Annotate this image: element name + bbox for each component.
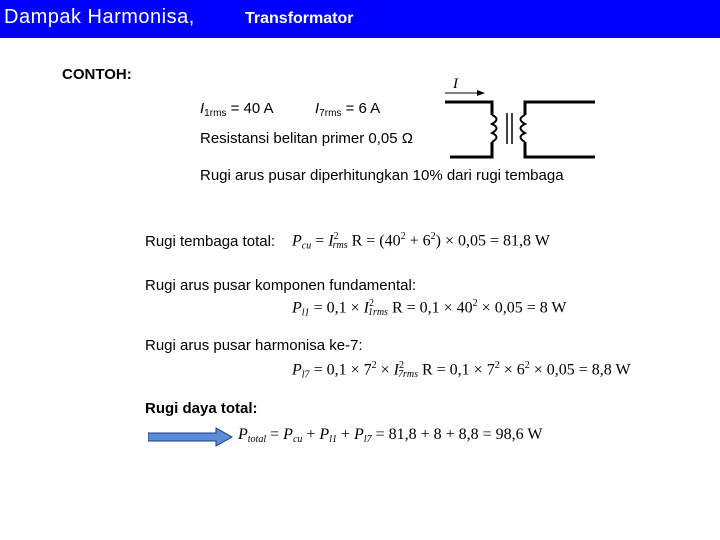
eq-subscript: cu bbox=[301, 240, 312, 252]
primary-lead-top bbox=[445, 102, 492, 115]
eq-subscript: l1 bbox=[301, 307, 310, 319]
eq-symbol: P bbox=[238, 426, 248, 443]
eq-symbol: P bbox=[283, 426, 293, 443]
eq-superscript: 2 bbox=[524, 360, 530, 371]
eq-text: = 81,8 + 8 + 8,8 = 98,6 W bbox=[371, 426, 543, 443]
eq-symbol: P bbox=[319, 426, 330, 443]
eddy-note-text: Rugi arus pusar diperhitungkan 10% dari rugi tembaga bbox=[200, 167, 564, 184]
total-loss-label: Rugi daya total: bbox=[145, 400, 258, 417]
eq-subscript: rms bbox=[332, 240, 348, 252]
eq-superscript: 2 bbox=[371, 360, 377, 371]
example-label: CONTOH: bbox=[62, 66, 132, 83]
slide-title: Dampak Harmonisa, bbox=[4, 6, 195, 28]
eq-text: = bbox=[266, 426, 284, 443]
fundamental-loss-label: Rugi arus pusar komponen fundamental: bbox=[145, 277, 416, 294]
eq-superscript: 2 bbox=[494, 360, 500, 371]
current-arrow-head bbox=[477, 90, 485, 96]
i7-value: = 6 A bbox=[341, 100, 381, 117]
eq-subscript: total bbox=[247, 434, 267, 445]
eq-symbol: I bbox=[363, 299, 369, 317]
eq-text: + 6 bbox=[405, 232, 431, 250]
harmonic-loss-label: Rugi arus pusar harmonisa ke-7: bbox=[145, 337, 363, 354]
i1-subscript: 1rms bbox=[204, 108, 227, 119]
i1-value: = 40 A bbox=[226, 100, 274, 117]
total-loss-equation bbox=[238, 426, 542, 445]
eq-subscript: cu bbox=[292, 434, 303, 445]
eq-text: ) × 0,05 = 81,8 W bbox=[435, 232, 550, 250]
eq-text: R = (40 bbox=[347, 232, 401, 250]
copper-loss-equation bbox=[292, 231, 550, 251]
eq-subscript: l1 bbox=[329, 434, 337, 445]
given-i7 bbox=[315, 100, 380, 119]
eq-text: R = 0,1 × 40 bbox=[387, 299, 473, 317]
eq-text: × 6 bbox=[499, 361, 525, 379]
eq-text: × bbox=[376, 361, 394, 379]
i1-symbol: I bbox=[200, 100, 205, 117]
slide-subtitle: Transformator bbox=[245, 10, 354, 27]
harmonic-loss-equation bbox=[292, 360, 631, 380]
eq-superscript: 2 bbox=[472, 298, 478, 309]
eq-symbol: P bbox=[292, 232, 302, 250]
eq-superscript: 2 bbox=[368, 298, 374, 309]
i7-subscript: 7rms bbox=[319, 108, 342, 119]
eq-symbol: I bbox=[328, 232, 334, 250]
eq-superscript: 2 bbox=[430, 231, 436, 242]
eq-text: = 0,1 × 7 bbox=[309, 361, 372, 379]
eq-text: + bbox=[302, 426, 320, 443]
eq-subscript: 1rms bbox=[367, 307, 388, 319]
eq-symbol: I bbox=[393, 361, 399, 379]
result-arrow-icon bbox=[148, 427, 234, 447]
secondary-lead-bottom bbox=[525, 142, 595, 157]
eq-text: R = 0,1 × 7 bbox=[417, 361, 495, 379]
secondary-lead-top bbox=[525, 102, 595, 115]
eq-superscript: 2 bbox=[398, 360, 404, 371]
result-arrow-shape bbox=[148, 428, 232, 446]
eq-subscript: 7rms bbox=[397, 369, 418, 381]
eq-subscript: l7 bbox=[301, 369, 310, 381]
resistance-text: Resistansi belitan primer 0,05 Ω bbox=[200, 130, 413, 147]
eq-text: + bbox=[336, 426, 355, 443]
eq-text: × 0,05 = 8 W bbox=[477, 299, 567, 317]
i7-symbol: I bbox=[315, 100, 320, 117]
eq-symbol: P bbox=[292, 361, 302, 379]
current-label: I bbox=[453, 76, 458, 92]
eq-superscript: 2 bbox=[400, 231, 406, 242]
given-i1 bbox=[200, 100, 274, 119]
copper-loss-label: Rugi tembaga total: bbox=[145, 233, 276, 250]
eq-subscript: l7 bbox=[363, 434, 372, 445]
primary-coil bbox=[492, 115, 497, 142]
secondary-coil bbox=[521, 115, 526, 142]
primary-lead-bottom bbox=[450, 142, 492, 157]
eq-text: = bbox=[311, 232, 329, 250]
eq-symbol: P bbox=[292, 299, 302, 317]
eq-text: = 0,1 × bbox=[309, 299, 364, 317]
eq-superscript: 2 bbox=[333, 231, 339, 242]
eq-symbol: P bbox=[354, 426, 364, 443]
eq-text: × 0,05 = 8,8 W bbox=[529, 361, 631, 379]
title-bar bbox=[0, 0, 720, 38]
fundamental-loss-equation bbox=[292, 298, 567, 318]
transformer-diagram bbox=[445, 70, 665, 165]
